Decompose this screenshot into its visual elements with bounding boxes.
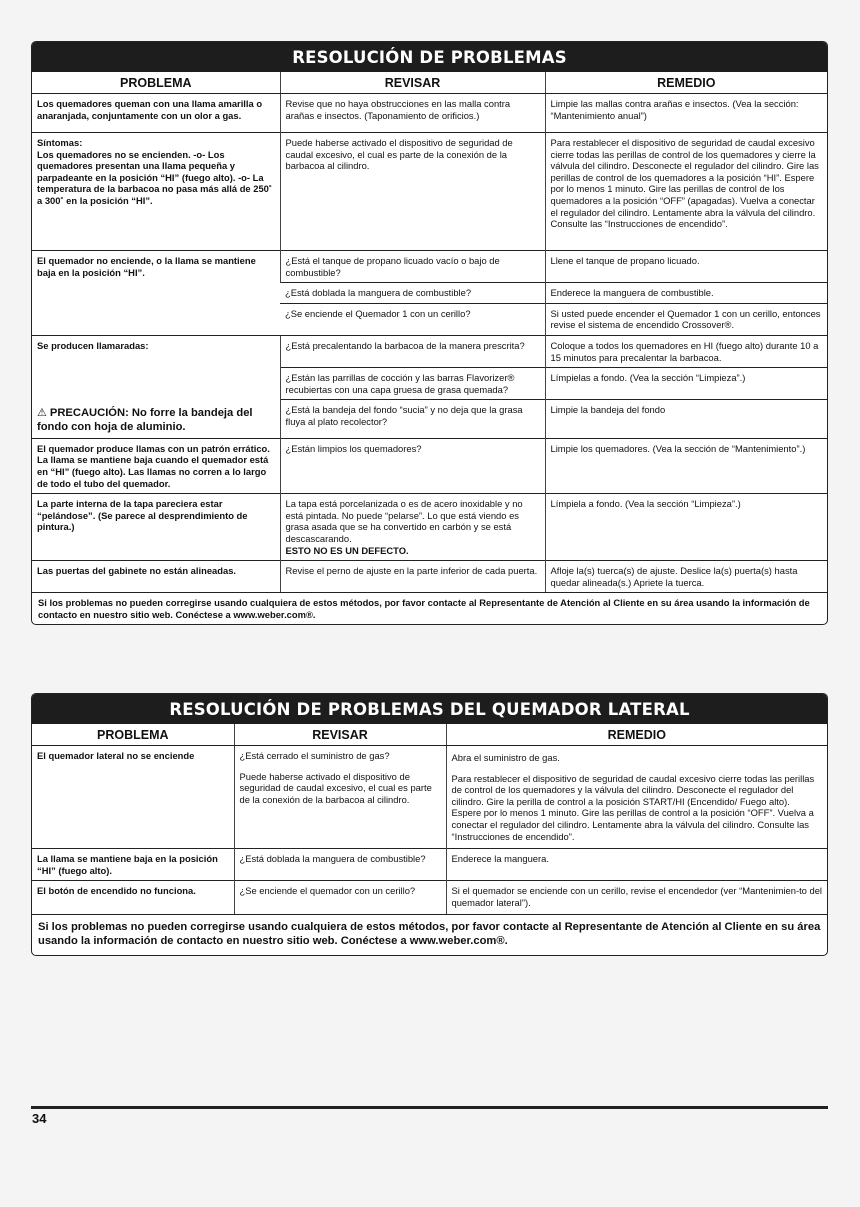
side-burner-table: [32, 724, 827, 914]
problema-cell: El quemador produce llamas con un patrón errático. La llama se mantiene baja cuando el quemador está en “HI” (fuego alto). Las llamas no corren a lo largo de todo el tubo del quemador.: [32, 438, 280, 493]
problema-cell: El quemador lateral no se enciende: [37, 750, 195, 761]
remedio-cell: Si usted puede encender el Quemador 1 con un cerillo, entonces revise el sistema de encendido Crossover®.: [545, 303, 827, 335]
table-row: [32, 494, 827, 561]
table-row: [32, 438, 827, 493]
revisar-cell: ¿Se enciende el Quemador 1 con un cerillo?: [280, 303, 545, 335]
column-header-problema: PROBLEMA: [32, 724, 234, 746]
problema-cell-empty: [32, 368, 280, 400]
column-header-revisar: REVISAR: [234, 724, 446, 746]
problema-cell: La llama se mantiene baja en la posición “HI” (fuego alto).: [32, 849, 234, 881]
revisar-cell: ¿Están las parrillas de cocción y las barras Flavorizer® recubiertas con una capa gruesa de grasa quemada?: [280, 368, 545, 400]
troubleshooting-panel: [31, 41, 828, 625]
table-row: [32, 746, 827, 849]
revisar-cell: [234, 746, 446, 849]
column-header-problema: PROBLEMA: [32, 72, 280, 94]
contact-footnote: Si los problemas no pueden corregirse usando cualquiera de estos métodos, por favor contacte al Representante de Atención al Cliente en su área usando la información de contacto en nuestro sitio web. Conéctese a www.weber.com®.: [32, 914, 827, 954]
remedio-cell: Si el quemador se enciende con un cerillo, revise el encendedor (ver “Mantenimien-to del quemador lateral”).: [446, 881, 827, 914]
table-row: [32, 335, 827, 367]
table-header-row: [32, 724, 827, 746]
remedio-cell: Para restablecer el dispositivo de seguridad de caudal excesivo cierre todas las perillas de control de los quemadores y cierre la válvula del cilindro. Desconecte el regulador del cilindro. Gire las perillas de control de los quemadores a la posición “HI”. Espere por lo menos 1 minuto. Gire las perillas de control de los quemadores a la posición “OFF” (apagadas). Vuelva a conectar el regulador del cilindro. Lentamente abra la válvula del cilindro. Consulte las “Instrucciones de encendido”.: [545, 133, 827, 251]
table-row: [32, 251, 827, 283]
table-row: [32, 368, 827, 400]
side-burner-troubleshooting-panel: [31, 693, 828, 956]
remedio-text: Abra el suministro de gas.: [451, 752, 560, 763]
problema-cell: [32, 133, 280, 251]
revisar-cell: ¿Está el tanque de propano licuado vacío o bajo de combustible?: [280, 251, 545, 283]
table-row: [32, 561, 827, 593]
table-header-row: [32, 72, 827, 94]
remedio-text-2: Para restablecer el dispositivo de seguridad de caudal excesivo cierre todas las perillas de control de los quemadores y la válvula del cilindro. Desconecte el regulador del cilindro. Gire la perilla de control a la posición START/HI (Encendido/ Fuego alto). Espere por lo menos 1 minuto. Gire las perillas de control a la posición “OFF”. Vuelva a conectar el regulador del cilindro. Lentamente abra la válvula del cilindro. Consulte las “Instrucciones de encendido”.: [451, 772, 815, 842]
caution-cell: [32, 400, 280, 439]
problema-cell: Se producen llamaradas:: [32, 335, 280, 367]
table-row: [32, 94, 827, 133]
footer-rule: [31, 1106, 828, 1109]
remedio-cell: Límpiela a fondo. (Vea la sección “Limpieza”.): [545, 494, 827, 561]
table-row: [32, 881, 827, 914]
column-header-remedio: REMEDIO: [545, 72, 827, 94]
revisar-cell: ¿Se enciende el quemador con un cerillo?: [234, 881, 446, 914]
page-number: 34: [32, 1111, 47, 1126]
column-header-revisar: REVISAR: [280, 72, 545, 94]
problema-cell: Los quemadores queman con una llama amarilla o anaranjada, conjuntamente con un olor a gas.: [37, 98, 263, 121]
revisar-text: ¿Está cerrado el suministro de gas?: [239, 750, 390, 761]
revisar-cell: [280, 494, 545, 561]
problema-cell: El botón de encendido no funciona.: [32, 881, 234, 914]
contact-footnote: Si los problemas no pueden corregirse usando cualquiera de estos métodos, por favor contacte al Representante de Atención al Cliente en su área usando la información de contacto en nuestro sitio web. Conéctese a www.weber.com®.: [32, 592, 827, 625]
table-row: [32, 133, 827, 251]
remedio-cell: Limpie la bandeja del fondo: [545, 400, 827, 439]
troubleshooting-table: [32, 72, 827, 592]
revisar-cell: Puede haberse activado el dispositivo de seguridad de caudal excesivo, el cual es parte de la conexión de la barbacoa al cilindro.: [280, 133, 545, 251]
caution-text: PRECAUCIÓN: No forre la bandeja del fondo con hoja de aluminio.: [37, 406, 253, 433]
problema-cell: El quemador no enciende, o la llama se mantiene baja en la posición “HI”.: [32, 251, 280, 336]
remedio-cell: Enderece la manguera de combustible.: [545, 283, 827, 304]
section-title: RESOLUCIÓN DE PROBLEMAS DEL QUEMADOR LATERAL: [32, 694, 827, 724]
problema-cell: Las puertas del gabinete no están alineadas.: [32, 561, 280, 593]
revisar-cell: Revise el perno de ajuste en la parte inferior de cada puerta.: [280, 561, 545, 593]
section-title: RESOLUCIÓN DE PROBLEMAS: [32, 42, 827, 72]
not-a-defect-note: ESTO NO ES UN DEFECTO.: [285, 544, 409, 556]
revisar-cell: ¿Está doblada la manguera de combustible?: [280, 283, 545, 304]
table-row: [32, 400, 827, 439]
remedio-cell: Limpie los quemadores. (Vea la sección de “Mantenimiento”.): [545, 438, 827, 493]
remedio-cell: Afloje la(s) tuerca(s) de ajuste. Deslice la(s) puerta(s) hasta quedar alineada(s.) Apriete la tuerca.: [545, 561, 827, 593]
revisar-text-2: Puede haberse activado el dispositivo de seguridad de caudal excesivo, el cual es parte de la conexión de la barbacoa al cilindro.: [239, 770, 432, 805]
remedio-cell: Límpielas a fondo. (Vea la sección “Limpieza”.): [545, 368, 827, 400]
remedio-cell: [446, 746, 827, 849]
warning-icon: ⚠: [37, 406, 47, 419]
remedio-cell: Coloque a todos los quemadores en HI (fuego alto) durante 10 a 15 minutos para precalentar la barbacoa.: [545, 335, 827, 367]
table-row: [32, 849, 827, 881]
revisar-cell: ¿Está doblada la manguera de combustible?: [234, 849, 446, 881]
symptoms-text: Los quemadores no se encienden. -o- Los quemadores presentan una llama pequeña y parpadeante en la posición “HI” (fuego alto). -o- La temperatura de la barbacoa no pasa más allá de 250˚ a 300˚ en la posición “HI”.: [37, 148, 272, 206]
remedio-cell: Enderece la manguera.: [446, 849, 827, 881]
revisar-cell: ¿Está la bandeja del fondo “sucia” y no deja que la grasa fluya al plato recolector?: [280, 400, 545, 439]
symptoms-label: Síntomas:: [37, 137, 83, 148]
revisar-text: La tapa está porcelanizada o es de acero inoxidable y no está pintada. No puede “pelarse”. Lo que está viendo es grasa asada que se ha convertido en carbón y se está descascarando.: [285, 498, 523, 544]
remedio-cell: Llene el tanque de propano licuado.: [545, 251, 827, 283]
revisar-cell: Revise que no haya obstrucciones en las malla contra arañas e insectos. (Taponamiento de orificios.): [280, 94, 545, 133]
revisar-cell: ¿Están limpios los quemadores?: [280, 438, 545, 493]
revisar-cell: ¿Está precalentando la barbacoa de la manera prescrita?: [280, 335, 545, 367]
column-header-remedio: REMEDIO: [446, 724, 827, 746]
remedio-cell: Limpie las mallas contra arañas e insectos. (Vea la sección: “Mantenimiento anual”): [545, 94, 827, 133]
problema-cell: La parte interna de la tapa pareciera estar “pelándose”. (Se parece al desprendimiento de pintura.): [32, 494, 280, 561]
